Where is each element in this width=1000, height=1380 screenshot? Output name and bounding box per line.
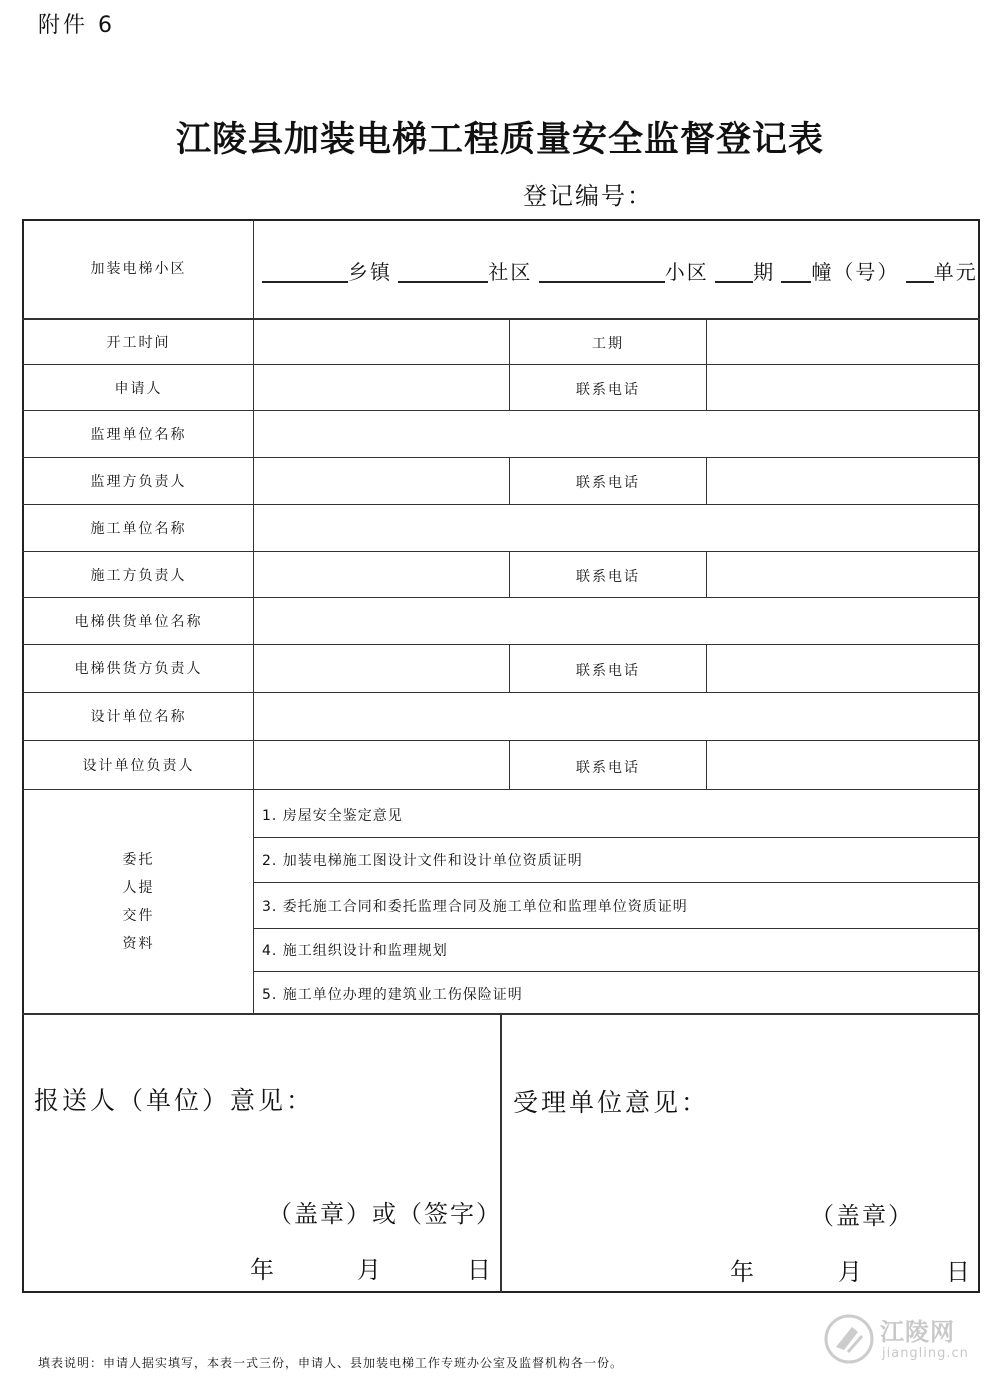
construction-head-label: 施工方负责人 <box>90 568 187 584</box>
row-divider <box>22 789 980 790</box>
row-divider <box>22 364 980 365</box>
material-item: 2. 加装电梯施工图设计文件和设计单位资质证明 <box>262 853 583 869</box>
applicant-label: 申请人 <box>114 381 163 397</box>
materials-label-line: 交件 <box>122 908 155 924</box>
footnote: 填表说明：申请人据实填写，本表一式三份，申请人、县加装电梯工作专班办公室及监督机构各一份。 <box>38 1356 624 1370</box>
supplier-phone-label: 联系电话 <box>576 663 640 679</box>
attachment-label: 附件 6 <box>38 13 115 38</box>
duration-label: 工期 <box>592 336 624 352</box>
submitter-seal: （盖章）或（签字） <box>268 1200 502 1228</box>
design-unit-label: 设计单位名称 <box>90 709 187 725</box>
community-label: 加装电梯小区 <box>90 261 187 277</box>
registration-number-label: 登记编号： <box>523 182 653 210</box>
row-divider <box>22 740 980 741</box>
column-divider <box>706 457 707 504</box>
estate-label: 小区 <box>664 260 709 284</box>
supplier-unit-label: 电梯供货单位名称 <box>74 614 203 630</box>
materials-label-line: 资料 <box>122 936 155 952</box>
watermark-name: 江陵网 <box>880 1318 955 1346</box>
unit-label: 单元 <box>933 260 978 284</box>
acceptor-seal: （盖章） <box>810 1202 914 1230</box>
building-blank[interactable] <box>781 261 811 283</box>
submitter-day: 日 <box>467 1256 493 1284</box>
materials-label-line: 人提 <box>122 880 155 896</box>
row-divider <box>22 597 980 598</box>
material-divider <box>253 837 980 838</box>
unit-blank[interactable] <box>906 261 934 283</box>
acceptor-year: 年 <box>730 1258 756 1286</box>
material-item: 4. 施工组织设计和监理规划 <box>262 943 448 959</box>
submitter-month: 月 <box>357 1256 383 1284</box>
supervision-phone-label: 联系电话 <box>576 475 640 491</box>
applicant-phone-label: 联系电话 <box>576 382 640 398</box>
building-label: 幢（号） <box>811 260 900 284</box>
material-divider <box>253 928 980 929</box>
acceptor-day: 日 <box>946 1258 972 1286</box>
submitter-year: 年 <box>250 1256 276 1284</box>
column-divider <box>706 740 707 789</box>
watermark-logo-icon <box>822 1312 876 1366</box>
construction-unit-label: 施工单位名称 <box>90 521 187 537</box>
row-divider <box>22 644 980 645</box>
community-address-line <box>262 256 978 285</box>
neighborhood-label: 社区 <box>488 260 533 284</box>
watermark-domain: jiangling.cn <box>882 1346 969 1361</box>
submitter-opinion-label: 报送人（单位）意见： <box>34 1086 315 1115</box>
neighborhood-blank[interactable] <box>398 261 488 283</box>
acceptor-month: 月 <box>838 1258 864 1286</box>
supervision-unit-label: 监理单位名称 <box>90 427 187 443</box>
column-divider <box>706 551 707 597</box>
phase-blank[interactable] <box>715 261 753 283</box>
material-item: 3. 委托施工合同和委托监理合同及施工单位和监理单位资质证明 <box>262 899 688 915</box>
design-phone-label: 联系电话 <box>576 760 640 776</box>
row-divider <box>22 410 980 411</box>
column-divider <box>253 219 254 1014</box>
materials-label-line: 委托 <box>122 852 155 868</box>
start-time-label: 开工时间 <box>106 335 171 351</box>
form-title: 江陵县加装电梯工程质量安全监督登记表 <box>175 119 824 160</box>
row-divider <box>22 504 980 505</box>
column-divider <box>706 318 707 410</box>
material-item: 1. 房屋安全鉴定意见 <box>262 808 403 824</box>
construction-phone-label: 联系电话 <box>576 569 640 585</box>
row-divider <box>22 551 980 552</box>
row-divider <box>22 692 980 693</box>
material-divider <box>253 882 980 883</box>
column-divider <box>706 644 707 692</box>
acceptor-opinion-label: 受理单位意见： <box>513 1088 710 1117</box>
design-head-label: 设计单位负责人 <box>82 758 195 774</box>
township-blank[interactable] <box>262 261 348 283</box>
site-watermark <box>822 1310 982 1370</box>
material-divider <box>253 971 980 972</box>
row-divider <box>22 318 980 320</box>
supervision-head-label: 监理方负责人 <box>90 474 187 490</box>
township-label: 乡镇 <box>348 260 392 284</box>
material-item: 5. 施工单位办理的建筑业工伤保险证明 <box>262 987 523 1003</box>
estate-blank[interactable] <box>539 261 665 283</box>
opinion-divider <box>500 1013 502 1293</box>
phase-label: 期 <box>753 260 776 284</box>
row-divider <box>22 457 980 458</box>
supplier-head-label: 电梯供货方负责人 <box>74 661 203 677</box>
